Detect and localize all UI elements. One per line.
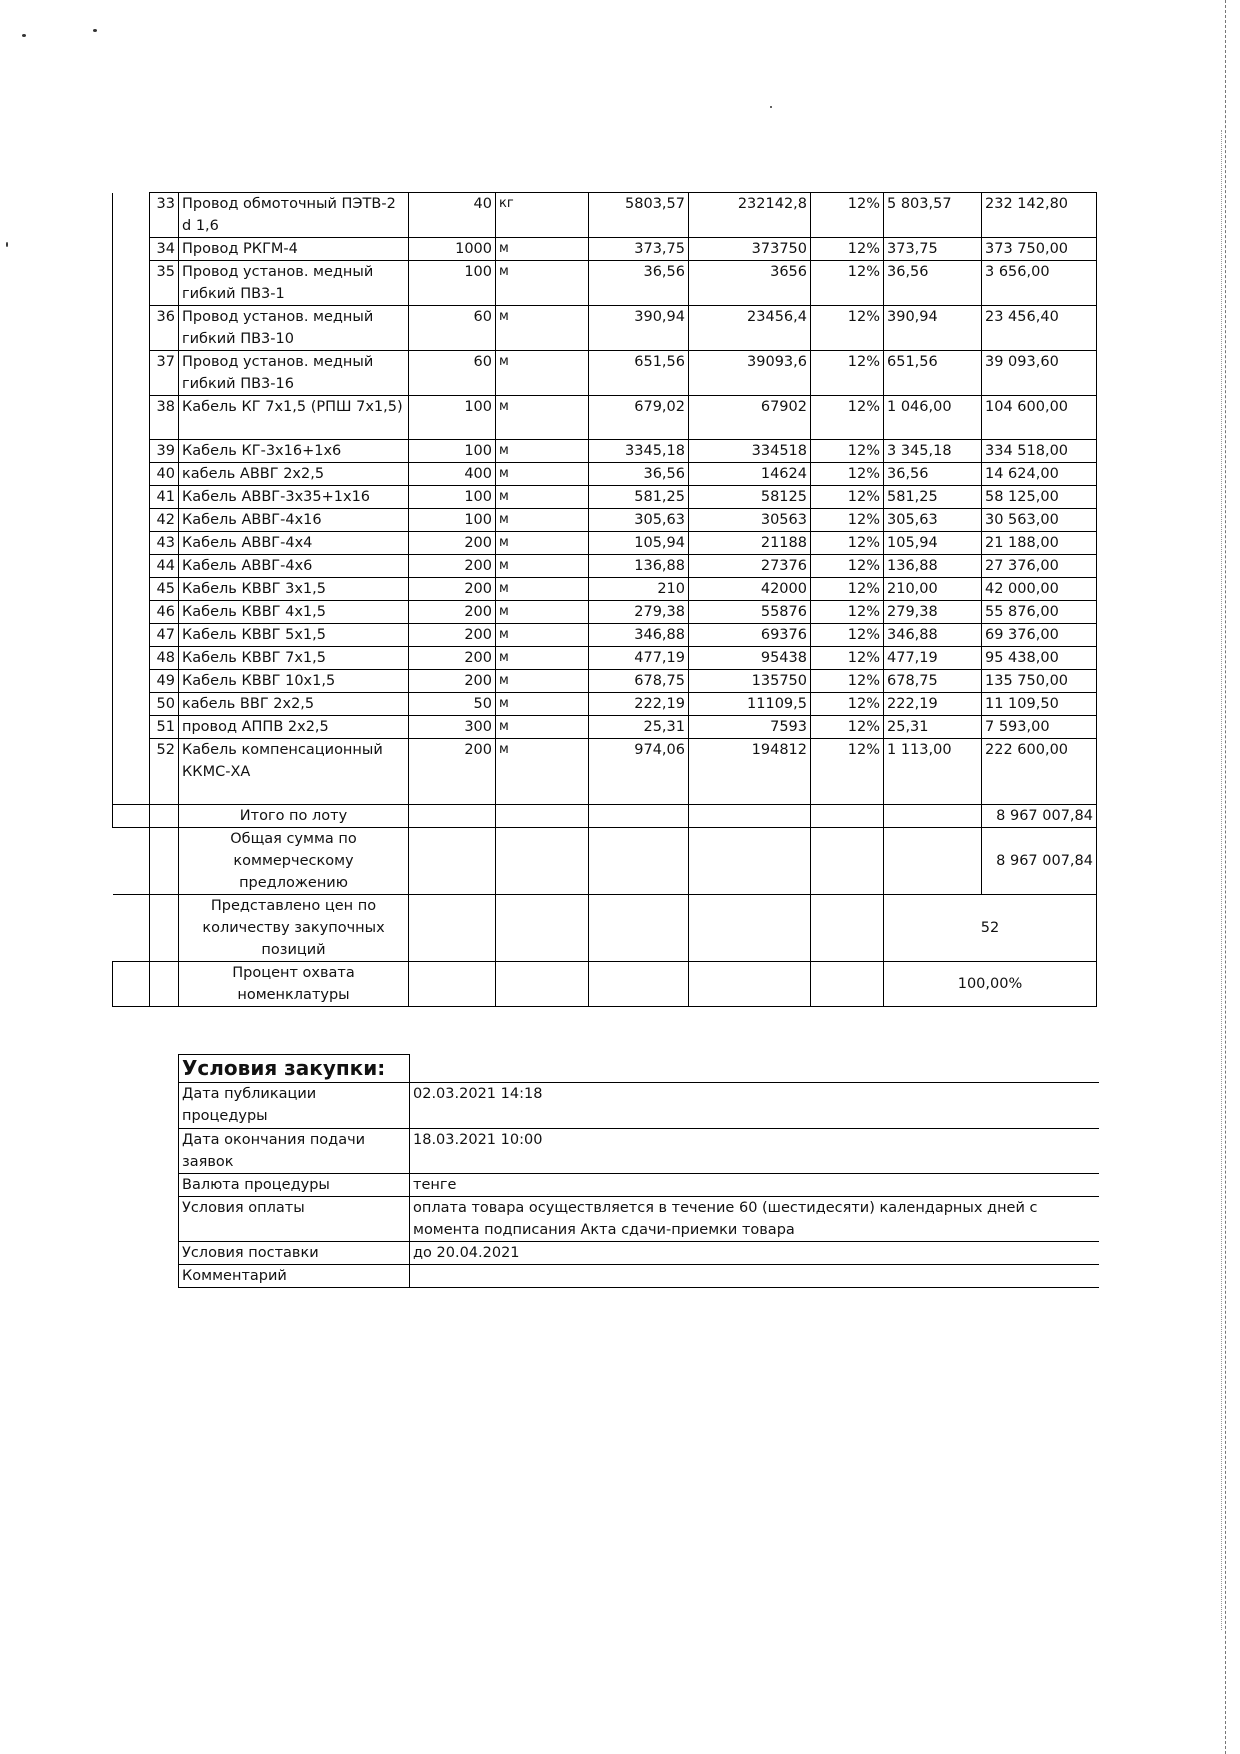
item-price: 36,56: [589, 261, 689, 306]
item-unit: м: [496, 238, 589, 261]
item-price-vat: 136,88: [884, 555, 982, 578]
item-number: 34: [150, 238, 179, 261]
item-price: 373,75: [589, 238, 689, 261]
item-price-vat: 36,56: [884, 261, 982, 306]
item-price: 136,88: [589, 555, 689, 578]
prices-row: [113, 895, 1097, 962]
item-number: 40: [150, 463, 179, 486]
condition-value: 02.03.2021 14:18: [410, 1083, 1099, 1129]
item-vat: 12%: [811, 555, 884, 578]
conditions-title: Условия закупки:: [182, 1056, 386, 1080]
table-row: [113, 261, 1097, 306]
item-quantity: 40: [409, 193, 496, 238]
prices-label: Представлено цен по количеству закупочных позиций: [179, 895, 409, 962]
condition-label: Дата окончания подачи заявок: [179, 1129, 410, 1174]
item-quantity: 60: [409, 351, 496, 396]
item-quantity: 100: [409, 261, 496, 306]
item-price-vat: 36,56: [884, 463, 982, 486]
table-row: [113, 624, 1097, 647]
item-price-vat: 105,94: [884, 532, 982, 555]
item-name: Провод установ. медный гибкий ПВ3-16: [179, 351, 409, 396]
item-name: кабель АВВГ 2х2,5: [179, 463, 409, 486]
blank-cell: [113, 647, 150, 670]
item-sum: 95438: [689, 647, 811, 670]
blank-cell: [113, 509, 150, 532]
item-unit: м: [496, 647, 589, 670]
table-row: [113, 396, 1097, 440]
item-name: Кабель АВВГ-3х35+1х16: [179, 486, 409, 509]
item-name: Кабель КВВГ 4х1,5: [179, 601, 409, 624]
item-unit: м: [496, 509, 589, 532]
item-name: Кабель КГ 7х1,5 (РПШ 7х1,5): [179, 396, 409, 440]
item-price-vat: 1 113,00: [884, 739, 982, 805]
item-vat: 12%: [811, 261, 884, 306]
item-number: 52: [150, 739, 179, 805]
item-total: 69 376,00: [982, 624, 1097, 647]
item-name: Кабель компенсационный ККМС-ХА: [179, 739, 409, 805]
item-name: Кабель АВВГ-4х4: [179, 532, 409, 555]
item-number: 46: [150, 601, 179, 624]
item-number: 45: [150, 578, 179, 601]
blank-cell: [113, 238, 150, 261]
item-total: 3 656,00: [982, 261, 1097, 306]
table-row: [113, 532, 1097, 555]
item-unit: м: [496, 306, 589, 351]
item-price: 651,56: [589, 351, 689, 396]
item-sum: 42000: [689, 578, 811, 601]
blank-cell: [113, 463, 150, 486]
item-total: 373 750,00: [982, 238, 1097, 261]
table-row: [113, 670, 1097, 693]
table-row: [113, 739, 1097, 805]
item-unit: м: [496, 578, 589, 601]
item-name: Кабель КВВГ 10х1,5: [179, 670, 409, 693]
item-price: 210: [589, 578, 689, 601]
table-row: [113, 351, 1097, 396]
item-unit: м: [496, 716, 589, 739]
item-unit: кг: [496, 193, 589, 238]
item-number: 33: [150, 193, 179, 238]
lot-total-value: 8 967 007,84: [982, 805, 1097, 828]
overall-value: 8 967 007,84: [982, 828, 1097, 895]
item-total: 30 563,00: [982, 509, 1097, 532]
scan-speck: [6, 242, 8, 247]
item-quantity: 300: [409, 716, 496, 739]
item-unit: м: [496, 486, 589, 509]
scan-speck: [770, 106, 772, 108]
item-vat: 12%: [811, 578, 884, 601]
item-sum: 14624: [689, 463, 811, 486]
item-name: Провод РКГМ-4: [179, 238, 409, 261]
table-row: [113, 647, 1097, 670]
item-unit: м: [496, 261, 589, 306]
condition-row: [179, 1129, 1099, 1174]
item-price-vat: 678,75: [884, 670, 982, 693]
condition-label: Условия поставки: [179, 1242, 410, 1265]
item-sum: 21188: [689, 532, 811, 555]
item-vat: 12%: [811, 739, 884, 805]
item-quantity: 100: [409, 486, 496, 509]
item-price: 346,88: [589, 624, 689, 647]
item-quantity: 200: [409, 647, 496, 670]
blank-cell: [113, 601, 150, 624]
condition-label: Дата публикации процедуры: [179, 1083, 410, 1129]
item-price-vat: 477,19: [884, 647, 982, 670]
items-body: [113, 193, 1097, 805]
item-total: 21 188,00: [982, 532, 1097, 555]
item-unit: м: [496, 463, 589, 486]
item-name: Кабель КГ-3х16+1х6: [179, 440, 409, 463]
blank-cell: [113, 440, 150, 463]
coverage-label: Процент охвата номенклатуры: [179, 962, 409, 1007]
item-price: 974,06: [589, 739, 689, 805]
item-price-vat: 222,19: [884, 693, 982, 716]
table-row: [113, 578, 1097, 601]
item-number: 50: [150, 693, 179, 716]
item-total: 58 125,00: [982, 486, 1097, 509]
item-price: 25,31: [589, 716, 689, 739]
item-unit: м: [496, 532, 589, 555]
item-quantity: 200: [409, 739, 496, 805]
blank-cell: [113, 578, 150, 601]
conditions-title-row: [179, 1055, 1099, 1083]
item-price: 105,94: [589, 532, 689, 555]
item-total: 42 000,00: [982, 578, 1097, 601]
item-quantity: 200: [409, 624, 496, 647]
item-vat: 12%: [811, 238, 884, 261]
item-vat: 12%: [811, 509, 884, 532]
item-price-vat: 5 803,57: [884, 193, 982, 238]
item-price: 581,25: [589, 486, 689, 509]
condition-label: Условия оплаты: [179, 1197, 410, 1242]
blank-cell: [113, 693, 150, 716]
item-quantity: 100: [409, 440, 496, 463]
item-price-vat: 25,31: [884, 716, 982, 739]
item-price: 305,63: [589, 509, 689, 532]
item-unit: м: [496, 601, 589, 624]
condition-label: Комментарий: [179, 1265, 410, 1288]
overall-row: [113, 828, 1097, 895]
item-vat: 12%: [811, 716, 884, 739]
item-price: 222,19: [589, 693, 689, 716]
item-sum: 334518: [689, 440, 811, 463]
prices-value: 52: [884, 895, 1097, 962]
blank-cell: [113, 670, 150, 693]
blank-cell: [113, 486, 150, 509]
item-name: Провод установ. медный гибкий ПВ3-10: [179, 306, 409, 351]
item-sum: 27376: [689, 555, 811, 578]
item-vat: 12%: [811, 486, 884, 509]
item-price: 3345,18: [589, 440, 689, 463]
item-sum: 194812: [689, 739, 811, 805]
item-total: 55 876,00: [982, 601, 1097, 624]
coverage-row: [113, 962, 1097, 1007]
blank-cell: [113, 351, 150, 396]
item-price: 36,56: [589, 463, 689, 486]
item-total: 222 600,00: [982, 739, 1097, 805]
item-price: 279,38: [589, 601, 689, 624]
item-name: кабель ВВГ 2х2,5: [179, 693, 409, 716]
item-price-vat: 581,25: [884, 486, 982, 509]
item-number: 43: [150, 532, 179, 555]
item-vat: 12%: [811, 440, 884, 463]
item-name: Кабель КВВГ 3х1,5: [179, 578, 409, 601]
summary-body: [113, 805, 1097, 1007]
item-quantity: 200: [409, 578, 496, 601]
item-price: 679,02: [589, 396, 689, 440]
coverage-value: 100,00%: [884, 962, 1097, 1007]
item-unit: м: [496, 693, 589, 716]
condition-value: до 20.04.2021: [410, 1242, 1099, 1265]
item-sum: 23456,4: [689, 306, 811, 351]
item-price-vat: 390,94: [884, 306, 982, 351]
item-quantity: 200: [409, 670, 496, 693]
table-row: [113, 463, 1097, 486]
item-quantity: 60: [409, 306, 496, 351]
item-unit: м: [496, 555, 589, 578]
blank-cell: [113, 261, 150, 306]
lot-total-label: Итого по лоту: [179, 805, 409, 828]
table-row: [113, 555, 1097, 578]
item-total: 23 456,40: [982, 306, 1097, 351]
item-sum: 69376: [689, 624, 811, 647]
item-name: Кабель АВВГ-4х16: [179, 509, 409, 532]
item-vat: 12%: [811, 624, 884, 647]
item-unit: м: [496, 670, 589, 693]
item-price-vat: 373,75: [884, 238, 982, 261]
item-vat: 12%: [811, 351, 884, 396]
item-total: 104 600,00: [982, 396, 1097, 440]
item-quantity: 100: [409, 509, 496, 532]
item-sum: 232142,8: [689, 193, 811, 238]
table-row: [113, 238, 1097, 261]
item-total: 27 376,00: [982, 555, 1097, 578]
blank-cell: [113, 716, 150, 739]
item-vat: 12%: [811, 193, 884, 238]
item-quantity: 50: [409, 693, 496, 716]
overall-label: Общая сумма по коммерческому предложению: [179, 828, 409, 895]
item-number: 42: [150, 509, 179, 532]
item-price: 5803,57: [589, 193, 689, 238]
item-total: 95 438,00: [982, 647, 1097, 670]
item-number: 51: [150, 716, 179, 739]
item-name: Провод обмоточный ПЭТВ-2 d 1,6: [179, 193, 409, 238]
item-unit: м: [496, 396, 589, 440]
item-sum: 11109,5: [689, 693, 811, 716]
item-vat: 12%: [811, 532, 884, 555]
item-total: 11 109,50: [982, 693, 1097, 716]
item-sum: 3656: [689, 261, 811, 306]
item-price-vat: 279,38: [884, 601, 982, 624]
item-number: 41: [150, 486, 179, 509]
table-row: [113, 509, 1097, 532]
item-name: Кабель КВВГ 7х1,5: [179, 647, 409, 670]
item-sum: 39093,6: [689, 351, 811, 396]
item-sum: 135750: [689, 670, 811, 693]
condition-row: [179, 1083, 1099, 1129]
item-name: Провод установ. медный гибкий ПВ3-1: [179, 261, 409, 306]
item-vat: 12%: [811, 601, 884, 624]
scan-speck: [93, 29, 97, 32]
item-sum: 7593: [689, 716, 811, 739]
item-sum: 58125: [689, 486, 811, 509]
item-name: Кабель КВВГ 5х1,5: [179, 624, 409, 647]
item-number: 48: [150, 647, 179, 670]
item-unit: м: [496, 351, 589, 396]
item-number: 44: [150, 555, 179, 578]
item-price-vat: 210,00: [884, 578, 982, 601]
item-number: 49: [150, 670, 179, 693]
item-sum: 55876: [689, 601, 811, 624]
scan-edge: [1221, 130, 1224, 1630]
blank-cell: [113, 306, 150, 351]
item-number: 35: [150, 261, 179, 306]
blank-cell: [113, 739, 150, 805]
lot-total-row: [113, 805, 1097, 828]
item-total: 39 093,60: [982, 351, 1097, 396]
item-number: 39: [150, 440, 179, 463]
item-vat: 12%: [811, 693, 884, 716]
condition-value: 18.03.2021 10:00: [410, 1129, 1099, 1174]
blank-cell: [113, 396, 150, 440]
item-name: Кабель АВВГ-4х6: [179, 555, 409, 578]
condition-value: тенге: [410, 1174, 1099, 1197]
condition-row: [179, 1174, 1099, 1197]
blank-cell: [113, 532, 150, 555]
item-unit: м: [496, 739, 589, 805]
item-price-vat: 346,88: [884, 624, 982, 647]
item-number: 38: [150, 396, 179, 440]
items-table: [112, 192, 1097, 1007]
item-unit: м: [496, 440, 589, 463]
table-row: [113, 306, 1097, 351]
conditions-table: [178, 1054, 1099, 1288]
item-price-vat: 651,56: [884, 351, 982, 396]
item-quantity: 200: [409, 555, 496, 578]
item-number: 36: [150, 306, 179, 351]
item-quantity: 200: [409, 601, 496, 624]
item-quantity: 400: [409, 463, 496, 486]
table-row: [113, 486, 1097, 509]
item-total: 334 518,00: [982, 440, 1097, 463]
table-row: [113, 440, 1097, 463]
item-price-vat: 3 345,18: [884, 440, 982, 463]
item-quantity: 100: [409, 396, 496, 440]
item-number: 37: [150, 351, 179, 396]
item-price-vat: 1 046,00: [884, 396, 982, 440]
item-vat: 12%: [811, 647, 884, 670]
table-row: [113, 601, 1097, 624]
item-quantity: 1000: [409, 238, 496, 261]
table-row: [113, 693, 1097, 716]
item-name: провод АППВ 2х2,5: [179, 716, 409, 739]
item-vat: 12%: [811, 670, 884, 693]
blank-cell: [113, 624, 150, 647]
item-total: 7 593,00: [982, 716, 1097, 739]
table-row: [113, 716, 1097, 739]
item-price: 477,19: [589, 647, 689, 670]
condition-label: Валюта процедуры: [179, 1174, 410, 1197]
item-price: 390,94: [589, 306, 689, 351]
item-total: 232 142,80: [982, 193, 1097, 238]
item-sum: 67902: [689, 396, 811, 440]
condition-value: [410, 1265, 1099, 1288]
item-price-vat: 305,63: [884, 509, 982, 532]
scan-edge: [1225, 0, 1230, 1754]
item-sum: 373750: [689, 238, 811, 261]
item-vat: 12%: [811, 463, 884, 486]
item-vat: 12%: [811, 306, 884, 351]
item-quantity: 200: [409, 532, 496, 555]
condition-value: оплата товара осуществляется в течение 60 (шестидесяти) календарных дней с момента подписания Акта сдачи-приемки товара: [410, 1197, 1099, 1242]
item-vat: 12%: [811, 396, 884, 440]
item-price: 678,75: [589, 670, 689, 693]
item-total: 135 750,00: [982, 670, 1097, 693]
item-number: 47: [150, 624, 179, 647]
scan-speck: [22, 34, 26, 37]
item-total: 14 624,00: [982, 463, 1097, 486]
condition-row: [179, 1197, 1099, 1242]
condition-row: [179, 1265, 1099, 1288]
table-row: [113, 193, 1097, 238]
blank-cell: [113, 555, 150, 578]
blank-cell: [113, 193, 150, 238]
item-unit: м: [496, 624, 589, 647]
condition-row: [179, 1242, 1099, 1265]
item-sum: 30563: [689, 509, 811, 532]
